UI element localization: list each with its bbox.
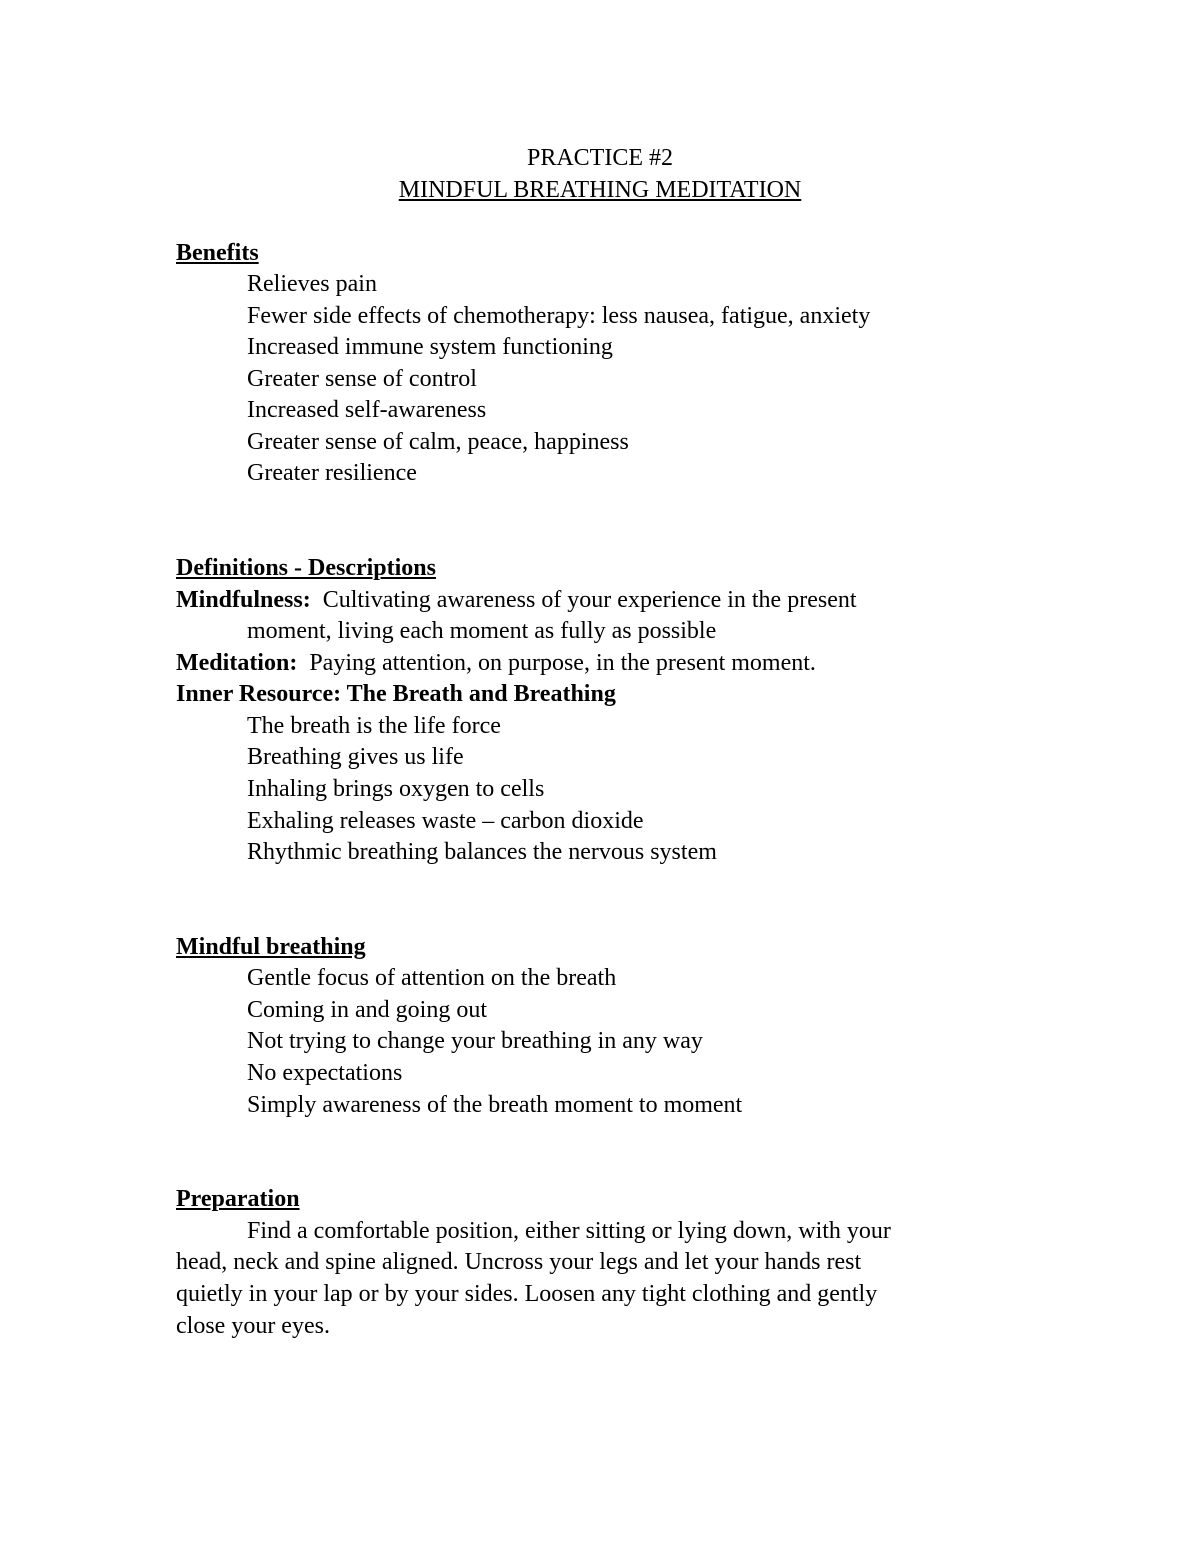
list-item: No expectations — [247, 1060, 403, 1086]
preparation-heading: Preparation — [176, 1186, 300, 1212]
paragraph-line: head, neck and spine aligned. Uncross your legs and let your hands rest — [176, 1249, 862, 1275]
list-item: Relieves pain — [247, 271, 377, 297]
mindfulness-definition — [176, 585, 857, 615]
mindfulness-text: Cultivating awareness of your experience in the present — [322, 587, 857, 613]
meditation-term: Meditation: — [176, 650, 298, 676]
practice-number: PRACTICE #2 — [526, 145, 673, 171]
list-item: Increased immune system functioning — [247, 334, 613, 360]
list-item: The breath is the life force — [247, 713, 501, 739]
list-item: Simply awareness of the breath moment to moment — [247, 1092, 743, 1118]
mindfulness-term: Mindfulness: — [176, 587, 311, 613]
list-item: Inhaling brings oxygen to cells — [247, 776, 545, 802]
list-item: Not trying to change your breathing in any way — [247, 1028, 703, 1054]
paragraph-line: Find a comfortable position, either sitting or lying down, with your — [247, 1218, 891, 1244]
meditation-text: Paying attention, on purpose, in the present moment. — [309, 650, 816, 676]
definitions-heading: Definitions - Descriptions — [176, 555, 436, 581]
list-item: Coming in and going out — [247, 997, 487, 1023]
list-item: Increased self-awareness — [247, 397, 487, 423]
list-item: Fewer side effects of chemotherapy: less nausea, fatigue, anxiety — [247, 303, 871, 329]
list-item: Rhythmic breathing balances the nervous system — [247, 839, 717, 865]
page-title-text: MINDFUL BREATHING MEDITATION — [398, 177, 802, 203]
mindful-breathing-heading: Mindful breathing — [176, 934, 366, 960]
list-item: Gentle focus of attention on the breath — [247, 965, 617, 991]
list-item: Breathing gives us life — [247, 744, 464, 770]
page-title — [0, 175, 1200, 205]
meditation-definition — [176, 648, 816, 678]
inner-resource-heading: Inner Resource: The Breath and Breathing — [176, 681, 616, 707]
list-item: Exhaling releases waste – carbon dioxide — [247, 808, 644, 834]
list-item: Greater sense of calm, peace, happiness — [247, 429, 629, 455]
paragraph-line: close your eyes. — [176, 1313, 330, 1339]
paragraph-line: quietly in your lap or by your sides. Loosen any tight clothing and gently — [176, 1281, 878, 1307]
mindfulness-definition-continued: moment, living each moment as fully as possible — [247, 618, 717, 644]
list-item: Greater resilience — [247, 460, 417, 486]
benefits-heading: Benefits — [176, 240, 259, 266]
list-item: Greater sense of control — [247, 366, 477, 392]
